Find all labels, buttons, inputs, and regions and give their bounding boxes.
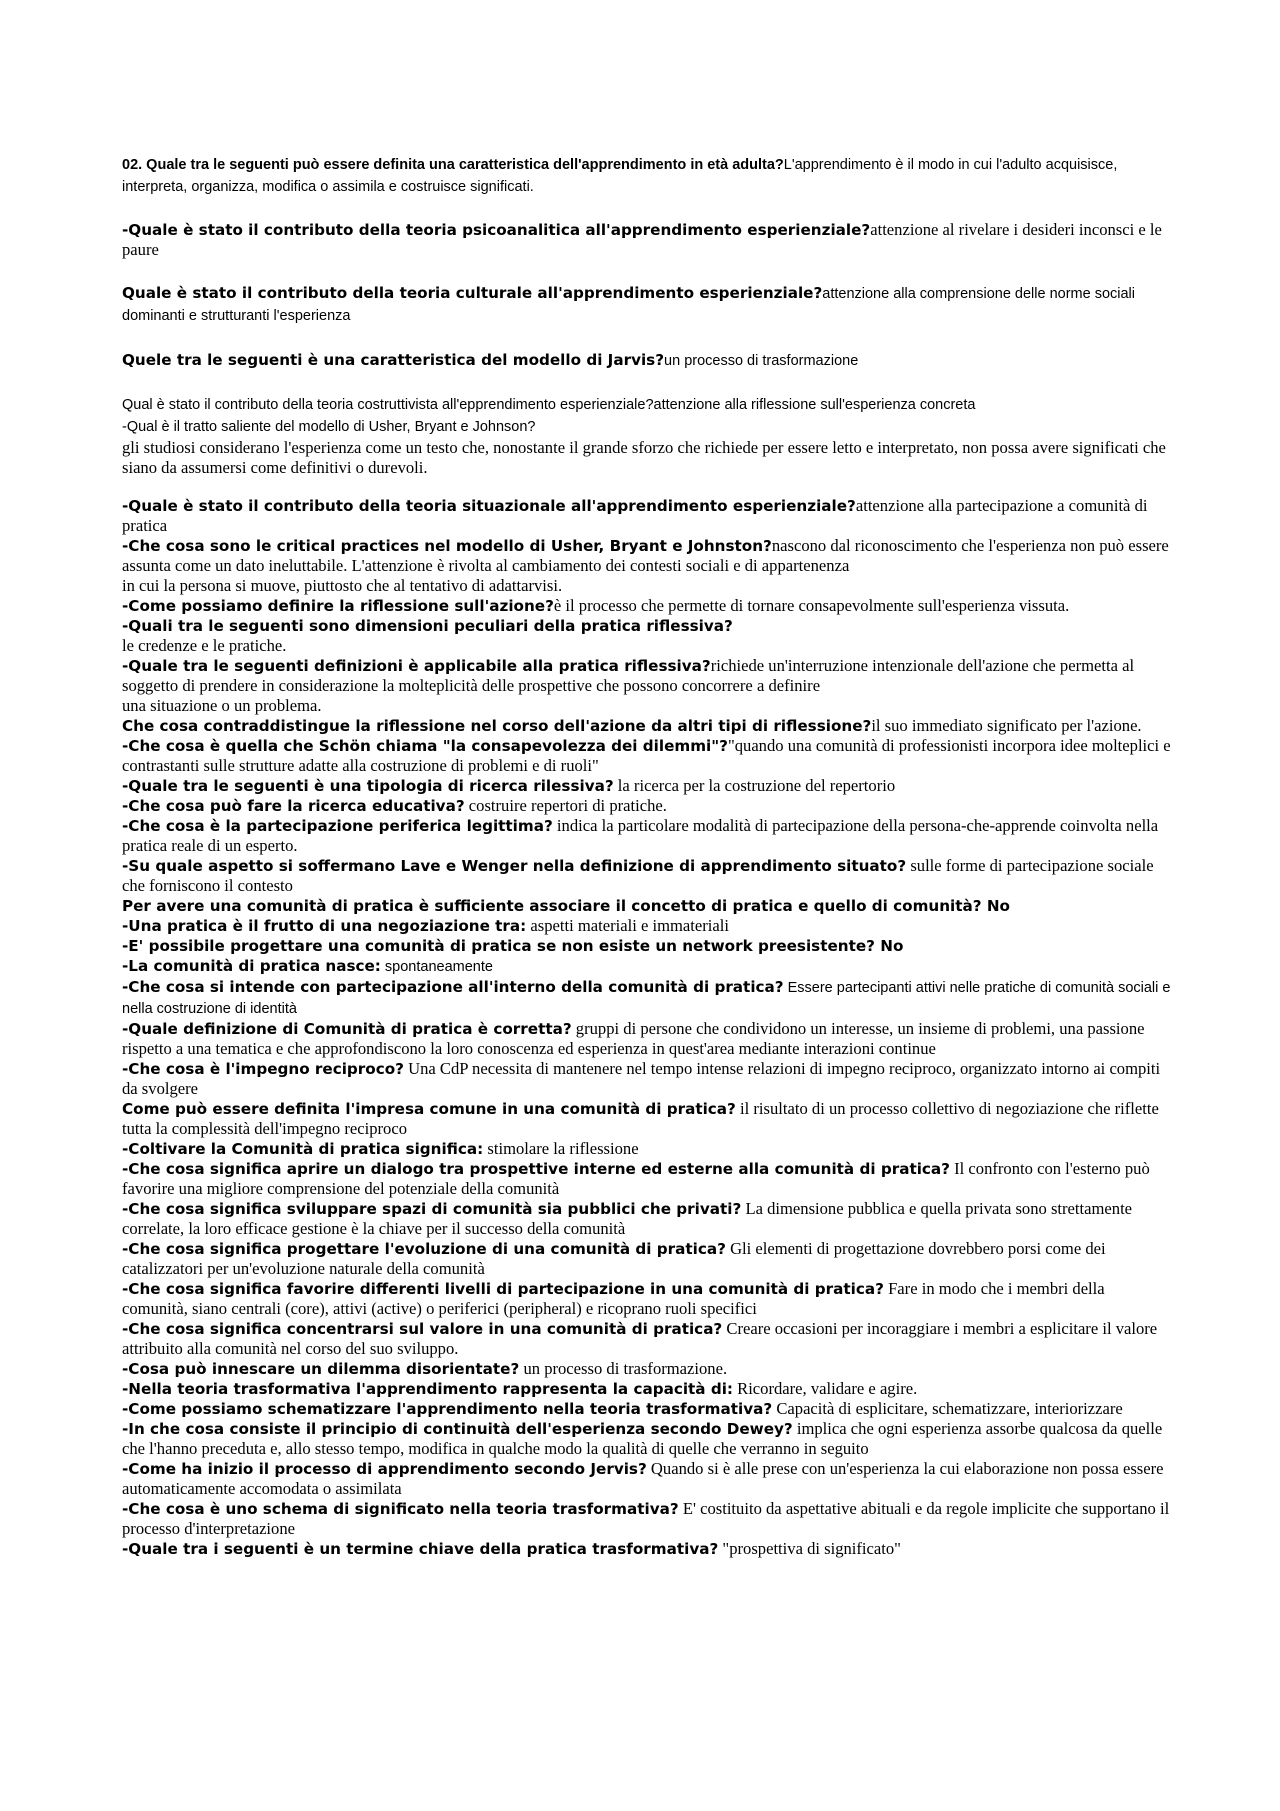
question: -Che cosa può fare la ricerca educativa? xyxy=(122,797,465,815)
answer: una situazione o un problema. xyxy=(122,696,322,715)
entry-0 xyxy=(122,154,1172,198)
entry-37 xyxy=(122,1399,1172,1419)
question: -Che cosa significa progettare l'evoluzione di una comunità di pratica? xyxy=(122,1240,726,1258)
question: -Come possiamo schematizzare l'apprendimento nella teoria trasformativa? xyxy=(122,1400,773,1418)
entry-22 xyxy=(122,916,1172,936)
answer: in cui la persona si muove, piuttosto che al tentativo di adattarvisi. xyxy=(122,576,563,595)
question: Per avere una comunità di pratica è sufficiente associare il concetto di pratica e quello di comunità? No xyxy=(122,897,1010,915)
answer: aspetti materiali e immateriali xyxy=(526,916,729,935)
document-page xyxy=(122,154,1172,1559)
question: -Che cosa significa concentrarsi sul valore in una comunità di pratica? xyxy=(122,1320,723,1338)
answer: Una CdP necessita di mantenere nel tempo intense relazioni di impegno reciproco, organizzato intorno ai compiti da svolgere xyxy=(122,1059,1161,1098)
answer: La dimensione pubblica e quella privata sono strettamente correlate, la loro efficace gestione è la chiave per il successo della comunità xyxy=(122,1199,1133,1238)
entry-18 xyxy=(122,796,1172,816)
entry-39 xyxy=(122,1459,1172,1499)
entry-1 xyxy=(122,220,1172,260)
answer: è il processo che permette di tornare consapevolmente sull'esperienza vissuta. xyxy=(553,596,1070,615)
entry-29 xyxy=(122,1139,1172,1159)
answer: costruire repertori di pratiche. xyxy=(464,796,667,815)
answer: un processo di trasformazione. xyxy=(519,1359,728,1378)
answer: Qual è stato il contributo della teoria costruttivista all'epprendimento esperienziale?attenzione alla riflessione sull'esperienza concreta xyxy=(122,397,976,413)
answer: "prospettiva di significato" xyxy=(718,1539,901,1558)
entry-9 xyxy=(122,576,1172,596)
question: -In che cosa consiste il principio di continuità dell'esperienza secondo Dewey? xyxy=(122,1420,793,1438)
answer: il suo immediato significato per l'azione. xyxy=(871,716,1142,735)
answer: Fare in modo che i membri della comunità, siano centrali (core), attivi (active) o periferici (peripheral) e ricoprano ruoli specifici xyxy=(122,1279,1105,1318)
answer: attenzione alla comprensione delle norme sociali dominanti e strutturanti l'esperienza xyxy=(122,286,1135,324)
question: -E' possibile progettare una comunità di pratica se non esiste un network preesistente? No xyxy=(122,937,904,955)
entry-41 xyxy=(122,1539,1172,1559)
answer: indica la particolare modalità di partecipazione della persona-che-apprende coinvolta nella pratica reale di un esperto. xyxy=(122,816,1159,855)
entry-36 xyxy=(122,1379,1172,1399)
entry-28 xyxy=(122,1099,1172,1139)
answer: le credenze e le pratiche. xyxy=(122,636,287,655)
question: -Quale tra le seguenti definizioni è applicabile alla pratica riflessiva? xyxy=(122,657,711,675)
question: -Che cosa si intende con partecipazione all'interno della comunità di pratica? xyxy=(122,978,784,996)
question: Che cosa contraddistingue la riflessione nel corso dell'azione da altri tipi di riflessione? xyxy=(122,717,872,735)
entry-7 xyxy=(122,496,1172,536)
question: -Che cosa sono le critical practices nel modello di Usher, Bryant e Johnston? xyxy=(122,537,772,555)
question: -Che cosa è l'impegno reciproco? xyxy=(122,1060,404,1078)
question: Quele tra le seguenti è una caratteristica del modello di Jarvis? xyxy=(122,351,665,369)
question: -Quale è stato il contributo della teoria psicoanalitica all'apprendimento esperienziale? xyxy=(122,221,871,239)
entry-20 xyxy=(122,856,1172,896)
question: -Quale definizione di Comunità di pratica è corretta? xyxy=(122,1020,572,1038)
answer: "quando una comunità di professionisti incorpora idee molteplici e contrastanti sulle strutture adatte alla costruzione di problemi e di ruoli" xyxy=(122,736,1171,775)
question: -Che cosa è la partecipazione periferica legittima? xyxy=(122,817,553,835)
entry-27 xyxy=(122,1059,1172,1099)
question: -Coltivare la Comunità di pratica significa: xyxy=(122,1140,484,1158)
entry-21 xyxy=(122,896,1172,916)
answer: spontaneamente xyxy=(380,959,493,975)
question: -Quale tra i seguenti è un termine chiave della pratica trasformativa? xyxy=(122,1540,719,1558)
entry-38 xyxy=(122,1419,1172,1459)
entry-19 xyxy=(122,816,1172,856)
question: -Che cosa significa favorire differenti livelli di partecipazione in una comunità di pratica? xyxy=(122,1280,884,1298)
qa-list xyxy=(122,496,1172,1559)
entry-8 xyxy=(122,536,1172,576)
question: -Su quale aspetto si soffermano Lave e Wenger nella definizione di apprendimento situato? xyxy=(122,857,907,875)
answer: implica che ogni esperienza assorbe qualcosa da quelle che l'hanno preceduta e, allo stesso tempo, modifica in qualche modo la qualità di quelle che verranno in seguito xyxy=(122,1419,1163,1458)
entry-30 xyxy=(122,1159,1172,1199)
entry-11 xyxy=(122,616,1172,636)
question: 02. Quale tra le seguenti può essere definita una caratteristica dell'apprendimento in età adulta? xyxy=(122,157,784,173)
answer: la ricerca per la costruzione del repertorio xyxy=(613,776,896,795)
question: Quale è stato il contributo della teoria culturale all'apprendimento esperienziale? xyxy=(122,284,823,302)
question: Come può essere definita l'impresa comune in una comunità di pratica? xyxy=(122,1100,736,1118)
answer: L'apprendimento è il modo in cui l'adulto acquisisce, interpreta, organizza, modifica o assimila e costruisce significati. xyxy=(122,157,1118,195)
answer: Ricordare, validare e agire. xyxy=(732,1379,918,1398)
question: -La comunità di pratica nasce: xyxy=(122,957,381,975)
answer: nascono dal riconoscimento che l'esperienza non può essere assunta come un dato ineluttabile. L'attenzione è rivolta al cambiamento dei contesti sociali e di appartenenza xyxy=(122,536,1169,575)
question: -Nella teoria trasformativa l'apprendimento rappresenta la capacità di: xyxy=(122,1380,733,1398)
answer: gli studiosi considerano l'esperienza come un testo che, nonostante il grande sforzo che richiede per essere letto e interpretato, non possa avere significati che siano da assumersi come definitivi o durevoli. xyxy=(122,438,1166,477)
entry-25 xyxy=(122,977,1172,1019)
answer: attenzione alla partecipazione a comunità di pratica xyxy=(122,496,1148,535)
entry-40 xyxy=(122,1499,1172,1539)
answer: Capacità di esplicitare, schematizzare, interiorizzare xyxy=(772,1399,1123,1418)
entry-32 xyxy=(122,1239,1172,1279)
answer: Gli elementi di progettazione dovrebbero porsi come dei catalizzatori per un'evoluzione naturale della comunità xyxy=(122,1239,1106,1278)
entry-33 xyxy=(122,1279,1172,1319)
answer: sulle forme di partecipazione sociale che forniscono il contesto xyxy=(122,856,1154,895)
answer: stimolare la riflessione xyxy=(483,1139,639,1158)
question: -Cosa può innescare un dilemma disorientate? xyxy=(122,1360,520,1378)
entry-34 xyxy=(122,1319,1172,1359)
entry-35 xyxy=(122,1359,1172,1379)
question: -Che cosa è quella che Schön chiama "la consapevolezza dei dilemmi"? xyxy=(122,737,728,755)
answer: Il confronto con l'esterno può favorire una migliore comprensione del potenziale della comunità xyxy=(122,1159,1150,1198)
question: -Che cosa è uno schema di significato nella teoria trasformativa? xyxy=(122,1500,679,1518)
entry-6 xyxy=(122,438,1172,478)
entry-12 xyxy=(122,636,1172,656)
entry-23 xyxy=(122,936,1172,956)
answer: richiede un'interruzione intenzionale dell'azione che permetta al soggetto di prendere in considerazione la molteplicità delle prospettive che possono concorrere a definire xyxy=(122,656,1135,695)
entry-10 xyxy=(122,596,1172,616)
entry-13 xyxy=(122,656,1172,696)
answer: -Qual è il tratto saliente del modello di Usher, Bryant e Johnson? xyxy=(122,419,536,435)
entry-26 xyxy=(122,1019,1172,1059)
entry-16 xyxy=(122,736,1172,776)
entry-4 xyxy=(122,394,1172,416)
answer: Essere partecipanti attivi nelle pratiche di comunità sociali e nella costruzione di identità xyxy=(122,980,1171,1017)
entry-3 xyxy=(122,349,1172,372)
answer: gruppi di persone che condividono un interesse, un insieme di problemi, una passione rispetto a una tematica e che approfondiscono la loro conoscenza ed esperienza in quest'area mediante interazioni continue xyxy=(122,1019,1145,1058)
entry-31 xyxy=(122,1199,1172,1239)
question: -Che cosa significa sviluppare spazi di comunità sia pubblici che privati? xyxy=(122,1200,742,1218)
entry-5 xyxy=(122,416,1172,438)
question: -Una pratica è il frutto di una negoziazione tra: xyxy=(122,917,527,935)
answer: il risultato di un processo collettivo di negoziazione che riflette tutta la complessità dell'impegno reciproco xyxy=(122,1099,1159,1138)
answer: Quando si è alle prese con un'esperienza la cui elaborazione non possa essere automaticamente accomodata o assimilata xyxy=(122,1459,1164,1498)
entry-2 xyxy=(122,282,1172,327)
question: -Come possiamo definire la riflessione sull'azione? xyxy=(122,597,554,615)
entry-17 xyxy=(122,776,1172,796)
question: -Come ha inizio il processo di apprendimento secondo Jervis? xyxy=(122,1460,647,1478)
answer: attenzione al rivelare i desideri inconsci e le paure xyxy=(122,220,1162,259)
entry-14 xyxy=(122,696,1172,716)
question: -Che cosa significa aprire un dialogo tra prospettive interne ed esterne alla comunità di pratica? xyxy=(122,1160,950,1178)
answer: Creare occasioni per incoraggiare i membri a esplicitare il valore attribuito alla comunità nel corso del suo sviluppo. xyxy=(122,1319,1158,1358)
entry-15 xyxy=(122,716,1172,736)
question: -Quali tra le seguenti sono dimensioni peculiari della pratica riflessiva? xyxy=(122,617,733,635)
answer: un processo di trasformazione xyxy=(664,353,859,369)
question: -Quale è stato il contributo della teoria situazionale all'apprendimento esperienziale? xyxy=(122,497,856,515)
answer: E' costituito da aspettative abituali e da regole implicite che supportano il processo d'interpretazione xyxy=(122,1499,1170,1538)
question: -Quale tra le seguenti è una tipologia di ricerca rilessiva? xyxy=(122,777,614,795)
entry-24 xyxy=(122,956,1172,977)
